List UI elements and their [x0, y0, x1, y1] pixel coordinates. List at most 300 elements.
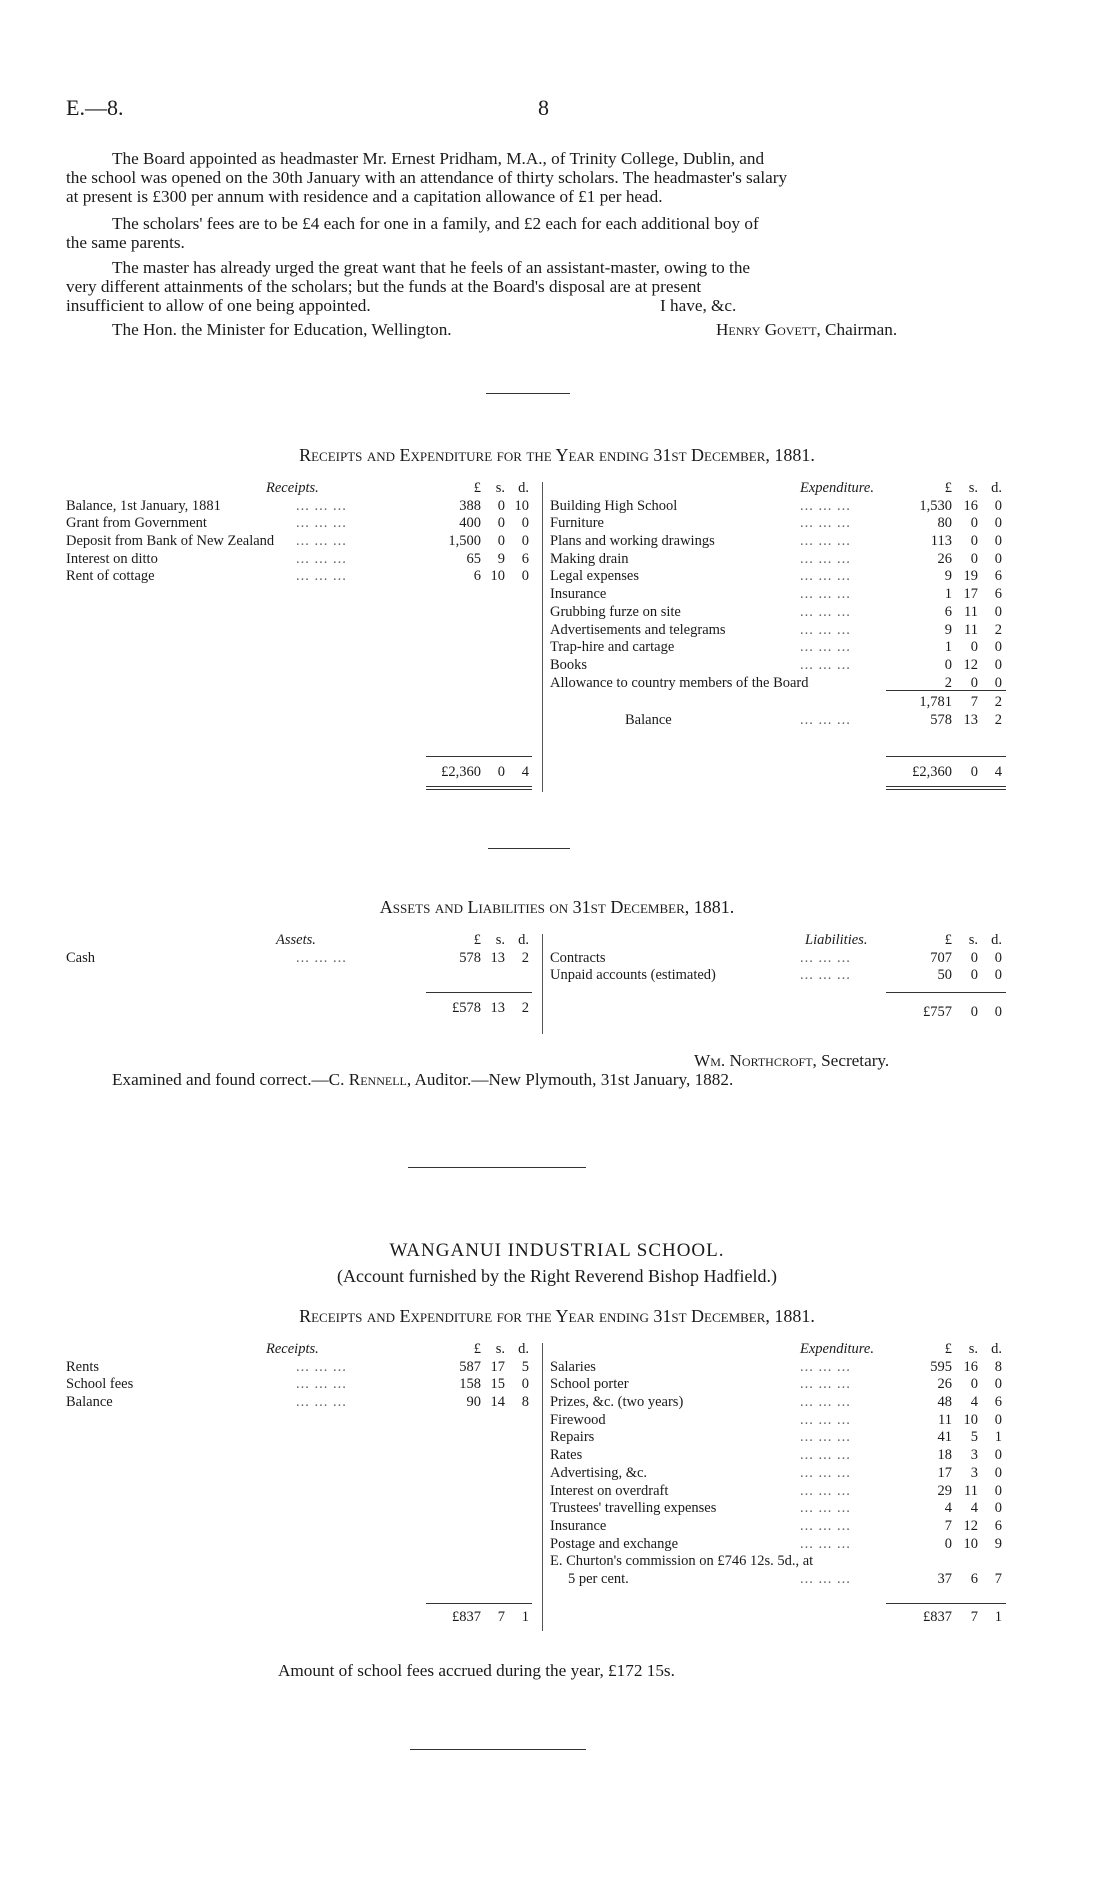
- amount-pence: 2: [521, 1000, 529, 1016]
- amount-pounds: 1,500: [448, 533, 481, 550]
- closing-have: I have, &c.: [660, 296, 737, 315]
- col-shillings-head: s.: [495, 1341, 505, 1357]
- amount-shillings: 0: [970, 967, 978, 984]
- leader-dots: ... ... ...: [296, 949, 347, 966]
- total-row: [66, 1000, 536, 1018]
- amount-shillings: 12: [963, 1517, 978, 1534]
- amount-pence: 0: [994, 515, 1002, 532]
- receipt-row: [66, 551, 536, 569]
- row-label: Rates: [550, 1447, 583, 1464]
- receipt-row: [66, 498, 536, 516]
- amount-pounds: 37: [937, 1570, 952, 1587]
- row-label: Rent of cottage: [66, 568, 155, 585]
- amount-pence: 4: [521, 764, 529, 780]
- auditor-name: Rennell: [348, 1070, 407, 1089]
- leader-dots: ... ... ...: [296, 533, 347, 550]
- amount-shillings: 11: [964, 621, 978, 638]
- re1-title: Receipts and Expenditure for the Year ending 31st December, 1881.: [299, 445, 815, 465]
- re1-expenditure: [550, 480, 1006, 780]
- re1-table: [66, 480, 1006, 800]
- amount-pence: 0: [994, 550, 1002, 567]
- leader-dots: ... ... ...: [296, 1376, 347, 1393]
- amount-pounds: 707: [930, 949, 952, 966]
- amount-pounds: 587: [459, 1358, 481, 1375]
- col-pounds-head: £: [473, 932, 481, 948]
- amount-pence: 1: [521, 1609, 529, 1625]
- amount-pounds: 6: [944, 603, 952, 620]
- leader-dots: ... ... ...: [800, 1517, 851, 1534]
- section-rule: [410, 1749, 586, 1750]
- amount-pence: 0: [994, 967, 1002, 984]
- subtotal-row: [550, 694, 1006, 712]
- expenditure-row: [550, 533, 1006, 551]
- amount-pounds: £2,360: [912, 764, 952, 780]
- amount-pence: 0: [994, 533, 1002, 550]
- amount-pence: 8: [521, 1394, 529, 1411]
- amount-shillings: 0: [970, 639, 978, 656]
- row-label: Trustees' travelling expenses: [550, 1500, 717, 1517]
- amount-shillings: 11: [964, 1482, 978, 1499]
- amount-pence: 2: [521, 949, 529, 966]
- row-label: Grant from Government: [66, 515, 207, 532]
- amount-shillings: 13: [963, 712, 978, 728]
- col-shillings-head: s.: [495, 932, 505, 948]
- amount-pence: 2: [994, 621, 1002, 638]
- row-label: Insurance: [550, 586, 607, 603]
- sum-rule: [426, 1603, 532, 1604]
- total-row: [550, 1004, 1006, 1022]
- al-table: [66, 932, 1006, 1042]
- sum-rule: [886, 756, 1006, 757]
- amount-shillings: 11: [964, 603, 978, 620]
- total-row: [66, 1609, 536, 1627]
- row-label: Repairs: [550, 1429, 595, 1446]
- receipt-row: [66, 568, 536, 586]
- amount-pence: 5: [521, 1358, 529, 1375]
- balance-row: [550, 712, 1006, 730]
- expenditure-row: [550, 1376, 1006, 1394]
- amount-shillings: 0: [497, 533, 505, 550]
- amount-pounds: 41: [937, 1429, 952, 1446]
- sum-rule: [886, 690, 1006, 691]
- expenditure-row: [550, 622, 1006, 640]
- amount-shillings: 3: [970, 1464, 978, 1481]
- amount-pounds: 11: [938, 1411, 952, 1428]
- amount-pounds: 26: [937, 1376, 952, 1393]
- section-rule: [408, 1167, 586, 1168]
- amount-pounds: 80: [937, 515, 952, 532]
- receipt-row: [66, 1394, 536, 1412]
- amount-pence: 6: [994, 568, 1002, 585]
- amount-pounds: 90: [466, 1394, 481, 1411]
- amount-shillings: 0: [970, 674, 978, 691]
- amount-pence: 6: [521, 550, 529, 567]
- amount-pence: 4: [994, 764, 1002, 780]
- intro-line: the school was opened on the 30th January with an attendance of thirty scholars. The headmaster's salary: [66, 168, 788, 187]
- col-pence-head: d.: [991, 1341, 1002, 1357]
- amount-pence: 7: [994, 1570, 1002, 1587]
- double-rule: [886, 786, 1006, 790]
- leader-dots: ... ... ...: [800, 586, 851, 603]
- receipt-row: [66, 1376, 536, 1394]
- row-label: Furniture: [550, 515, 604, 532]
- amount-shillings: 4: [970, 1500, 978, 1517]
- amount-pence: 0: [994, 1464, 1002, 1481]
- secretary-name: Wm. Northcroft: [694, 1051, 813, 1070]
- examined-place-date: , Auditor.—New Plymouth, 31st January, 1882.: [406, 1070, 734, 1089]
- expenditure-row: [550, 1500, 1006, 1518]
- amount-pounds: 0: [944, 1535, 952, 1552]
- row-label: Rents: [66, 1358, 100, 1375]
- row-label: E. Churton's commission on £746 12s. 5d., at: [550, 1553, 814, 1570]
- leader-dots: ... ... ...: [800, 1411, 851, 1428]
- row-label: Building High School: [550, 497, 678, 514]
- leader-dots: ... ... ...: [800, 603, 851, 620]
- amount-shillings: 0: [970, 550, 978, 567]
- expenditure-row: [550, 1429, 1006, 1447]
- assets-heading: Assets.: [276, 932, 316, 948]
- liability-row: [550, 950, 1006, 968]
- leader-dots: ... ... ...: [800, 1376, 851, 1393]
- expenditure-heading: Expenditure.: [800, 1341, 874, 1357]
- leader-dots: ... ... ...: [296, 1358, 347, 1375]
- amount-pounds: £578: [452, 1000, 481, 1016]
- amount-pounds: 1: [944, 639, 952, 656]
- col-pence-head: d.: [991, 932, 1002, 948]
- amount-pounds: 158: [459, 1376, 481, 1393]
- row-label: Grubbing furze on site: [550, 603, 681, 620]
- amount-pence: 1: [994, 1609, 1002, 1625]
- intro-line: insufficient to allow of one being appointed.: [66, 296, 371, 315]
- amount-shillings: 13: [490, 949, 505, 966]
- amount-pence: 2: [994, 694, 1002, 710]
- row-label: Making drain: [550, 550, 629, 567]
- amount-shillings: 0: [970, 515, 978, 532]
- sum-rule: [886, 1603, 1006, 1604]
- col-pounds-head: £: [944, 1341, 952, 1357]
- amount-pence: 1: [994, 1429, 1002, 1446]
- expenditure-row: [550, 498, 1006, 516]
- col-shillings-head: s.: [968, 480, 978, 496]
- leader-dots: ... ... ...: [800, 1482, 851, 1499]
- amount-pence: 0: [994, 603, 1002, 620]
- expenditure-row: [550, 568, 1006, 586]
- amount-pence: 9: [994, 1535, 1002, 1552]
- row-label: Balance, 1st January, 1881: [66, 497, 221, 514]
- amount-shillings: 10: [490, 568, 505, 585]
- amount-shillings: 0: [497, 764, 505, 780]
- signer-name: Henry Govett: [716, 320, 817, 339]
- expenditure-row: [550, 1359, 1006, 1377]
- amount-pounds: 578: [930, 712, 952, 728]
- row-label: Balance: [625, 712, 672, 728]
- receipts-heading: Receipts.: [266, 480, 319, 496]
- wanganui-re-title: Receipts and Expenditure for the Year ending 31st December, 1881.: [299, 1306, 815, 1326]
- wanganui-subtitle: (Account furnished by the Right Reverend Bishop Hadfield.): [337, 1266, 777, 1286]
- amount-pounds: 388: [459, 497, 481, 514]
- row-label: School porter: [550, 1376, 629, 1393]
- leader-dots: ... ... ...: [296, 515, 347, 532]
- row-label: Books: [550, 656, 588, 673]
- amount-shillings: 17: [963, 586, 978, 603]
- liability-row: [550, 967, 1006, 985]
- addressee: The Hon. the Minister for Education, Wellington.: [112, 320, 452, 339]
- amount-shillings: 17: [490, 1358, 505, 1375]
- amount-pence: 0: [994, 1376, 1002, 1393]
- amount-shillings: 0: [970, 1004, 978, 1020]
- wanganui-expenditure: [550, 1341, 1006, 1625]
- amount-pence: 10: [514, 497, 529, 514]
- expenditure-row: [550, 639, 1006, 657]
- amount-pounds: 17: [937, 1464, 952, 1481]
- amount-shillings: 19: [963, 568, 978, 585]
- amount-shillings: 16: [963, 497, 978, 514]
- receipt-row: [66, 1359, 536, 1377]
- leader-dots: ... ... ...: [800, 1447, 851, 1464]
- al-liabilities: [550, 932, 1006, 1020]
- page-ref: E.—8.: [66, 95, 124, 120]
- amount-pence: 0: [994, 656, 1002, 673]
- amount-pence: 6: [994, 586, 1002, 603]
- amount-shillings: 5: [970, 1429, 978, 1446]
- amount-shillings: 9: [497, 550, 505, 567]
- row-label: Insurance: [550, 1517, 607, 1534]
- leader-dots: ... ... ...: [296, 550, 347, 567]
- intro-line: at present is £300 per annum with residence and a capitation allowance of £1 per head.: [66, 187, 663, 206]
- amount-pounds: 578: [459, 949, 481, 966]
- amount-pounds: 29: [937, 1482, 952, 1499]
- expenditure-row: [550, 515, 1006, 533]
- col-shillings-head: s.: [495, 480, 505, 496]
- amount-pounds: 1,530: [919, 497, 952, 514]
- leader-dots: ... ... ...: [800, 1500, 851, 1517]
- amount-pence: 0: [521, 533, 529, 550]
- wanganui-title: WANGANUI INDUSTRIAL SCHOOL.: [389, 1240, 725, 1261]
- amount-shillings: 10: [963, 1411, 978, 1428]
- row-label: Advertising, &c.: [550, 1464, 648, 1481]
- expenditure-row: [550, 604, 1006, 622]
- amount-pounds: 50: [937, 967, 952, 984]
- al-title: Assets and Liabilities on 31st December, 1881.: [379, 897, 735, 917]
- double-rule: [426, 786, 532, 790]
- al-assets: [66, 932, 536, 1016]
- amount-pounds: 1: [944, 586, 952, 603]
- amount-shillings: 3: [970, 1447, 978, 1464]
- row-label: Cash: [66, 949, 95, 966]
- sum-rule: [886, 992, 1006, 993]
- intro-line: the same parents.: [66, 233, 185, 252]
- row-label: Plans and working drawings: [550, 533, 715, 550]
- leader-dots: ... ... ...: [800, 1429, 851, 1446]
- expenditure-row: [550, 1483, 1006, 1501]
- school-fees-note: Amount of school fees accrued during the year, £172 15s.: [278, 1661, 675, 1680]
- wanganui-table: [66, 1341, 1006, 1641]
- asset-row: [66, 950, 536, 968]
- amount-pounds: 9: [944, 621, 952, 638]
- amount-pounds: 1,781: [919, 694, 952, 710]
- total-row: [66, 764, 536, 782]
- amount-pounds: £837: [452, 1609, 481, 1625]
- row-label: Prizes, &c. (two years): [550, 1394, 684, 1411]
- leader-dots: ... ... ...: [800, 656, 851, 673]
- amount-pence: 0: [521, 1376, 529, 1393]
- amount-shillings: 0: [970, 533, 978, 550]
- amount-shillings: 16: [963, 1358, 978, 1375]
- leader-dots: ... ... ...: [800, 1535, 851, 1552]
- amount-pounds: £837: [923, 1609, 952, 1625]
- col-pence-head: d.: [518, 932, 529, 948]
- signature-chairman: [716, 320, 897, 340]
- amount-shillings: 0: [970, 764, 978, 780]
- amount-shillings: 0: [970, 1376, 978, 1393]
- row-label: Salaries: [550, 1358, 596, 1375]
- expenditure-row: [550, 1412, 1006, 1430]
- amount-pence: 0: [994, 1004, 1002, 1020]
- col-pence-head: d.: [991, 480, 1002, 496]
- col-pence-head: d.: [518, 1341, 529, 1357]
- amount-pence: 0: [994, 1482, 1002, 1499]
- row-label: Postage and exchange: [550, 1535, 679, 1552]
- col-pence-head: d.: [518, 480, 529, 496]
- expenditure-row: [550, 657, 1006, 675]
- leader-dots: ... ... ...: [800, 712, 851, 728]
- expenditure-row: [550, 1536, 1006, 1554]
- total-row: [550, 1609, 1006, 1627]
- amount-pence: 0: [994, 1447, 1002, 1464]
- amount-pounds: 48: [937, 1394, 952, 1411]
- amount-pence: 8: [994, 1358, 1002, 1375]
- row-label: Allowance to country members of the Board: [550, 674, 809, 691]
- leader-dots: ... ... ...: [800, 1464, 851, 1481]
- signature-secretary: [694, 1051, 889, 1071]
- intro-line: very different attainments of the scholars; but the funds at the Board's disposal are at present: [66, 277, 702, 296]
- sum-rule: [426, 992, 532, 993]
- row-label: Interest on overdraft: [550, 1482, 669, 1499]
- amount-shillings: 13: [490, 1000, 505, 1016]
- amount-shillings: 6: [970, 1570, 978, 1587]
- row-label: Trap-hire and cartage: [550, 639, 675, 656]
- signer-role: , Chairman.: [816, 320, 898, 339]
- amount-pence: 0: [994, 674, 1002, 691]
- amount-pounds: 6: [473, 568, 481, 585]
- leader-dots: ... ... ...: [296, 497, 347, 514]
- intro-line: The scholars' fees are to be £4 each for one in a family, and £2 each for each additional boy of: [112, 214, 759, 233]
- amount-pounds: 4: [944, 1500, 952, 1517]
- section-rule: [486, 393, 570, 394]
- amount-shillings: 10: [963, 1535, 978, 1552]
- amount-shillings: 4: [970, 1394, 978, 1411]
- expenditure-row: [550, 551, 1006, 569]
- amount-shillings: 15: [490, 1376, 505, 1393]
- page-number: 8: [538, 95, 549, 120]
- row-label: Deposit from Bank of New Zealand: [66, 533, 275, 550]
- amount-pounds: 2: [944, 674, 952, 691]
- amount-shillings: 7: [970, 694, 978, 710]
- column-divider: [542, 482, 543, 792]
- amount-pence: 0: [994, 949, 1002, 966]
- leader-dots: ... ... ...: [800, 949, 851, 966]
- amount-shillings: 7: [970, 1609, 978, 1625]
- auditor-note: [112, 1070, 733, 1090]
- amount-pounds: 65: [466, 550, 481, 567]
- expenditure-row: [550, 1394, 1006, 1412]
- row-label: Advertisements and telegrams: [550, 621, 726, 638]
- column-divider: [542, 934, 543, 1034]
- wanganui-receipts: [66, 1341, 536, 1625]
- row-label: Contracts: [550, 949, 606, 966]
- col-pounds-head: £: [944, 480, 952, 496]
- amount-pence: 0: [521, 568, 529, 585]
- row-label: Balance: [66, 1394, 113, 1411]
- col-shillings-head: s.: [968, 932, 978, 948]
- secretary-role: , Secretary.: [812, 1051, 890, 1070]
- leader-dots: ... ... ...: [800, 1358, 851, 1375]
- amount-pence: 6: [994, 1394, 1002, 1411]
- col-pounds-head: £: [473, 1341, 481, 1357]
- amount-pence: 2: [994, 712, 1002, 728]
- row-label: School fees: [66, 1376, 134, 1393]
- column-divider: [542, 1343, 543, 1631]
- col-pounds-head: £: [944, 932, 952, 948]
- leader-dots: ... ... ...: [296, 568, 347, 585]
- col-shillings-head: s.: [968, 1341, 978, 1357]
- expenditure-row: [550, 1447, 1006, 1465]
- amount-pence: 0: [994, 1411, 1002, 1428]
- amount-pence: 6: [994, 1517, 1002, 1534]
- expenditure-row: [550, 1553, 1006, 1571]
- amount-pounds: 400: [459, 515, 481, 532]
- amount-pounds: 0: [944, 656, 952, 673]
- section-rule: [488, 848, 570, 849]
- amount-shillings: 0: [970, 949, 978, 966]
- leader-dots: ... ... ...: [800, 1394, 851, 1411]
- receipt-row: [66, 515, 536, 533]
- row-label: Interest on ditto: [66, 550, 158, 567]
- intro-line: The Board appointed as headmaster Mr. Ernest Pridham, M.A., of Trinity College, Dublin, and: [112, 149, 765, 168]
- amount-shillings: 12: [963, 656, 978, 673]
- amount-pence: 0: [994, 497, 1002, 514]
- leader-dots: ... ... ...: [800, 550, 851, 567]
- leader-dots: ... ... ...: [800, 967, 851, 984]
- amount-shillings: 14: [490, 1394, 505, 1411]
- amount-shillings: 0: [497, 515, 505, 532]
- col-pounds-head: £: [473, 480, 481, 496]
- row-label: 5 per cent.: [568, 1570, 629, 1587]
- amount-shillings: 0: [497, 497, 505, 514]
- amount-pounds: 595: [930, 1358, 952, 1375]
- receipt-row: [66, 533, 536, 551]
- examined-text: Examined and found correct.—C.: [112, 1070, 349, 1089]
- amount-pounds: 113: [930, 533, 952, 550]
- leader-dots: ... ... ...: [296, 1394, 347, 1411]
- leader-dots: ... ... ...: [800, 621, 851, 638]
- leader-dots: ... ... ...: [800, 533, 851, 550]
- amount-pence: 0: [994, 1500, 1002, 1517]
- re1-receipts: [66, 480, 536, 780]
- leader-dots: ... ... ...: [800, 568, 851, 585]
- amount-pounds: 26: [937, 550, 952, 567]
- amount-shillings: 7: [497, 1609, 505, 1625]
- sum-rule: [426, 756, 532, 757]
- expenditure-row: [550, 586, 1006, 604]
- leader-dots: ... ... ...: [800, 497, 851, 514]
- leader-dots: ... ... ...: [800, 1570, 851, 1587]
- receipts-heading: Receipts.: [266, 1341, 319, 1357]
- leader-dots: ... ... ...: [800, 639, 851, 656]
- row-label: Legal expenses: [550, 568, 639, 585]
- expenditure-row: [550, 1465, 1006, 1483]
- amount-pounds: 18: [937, 1447, 952, 1464]
